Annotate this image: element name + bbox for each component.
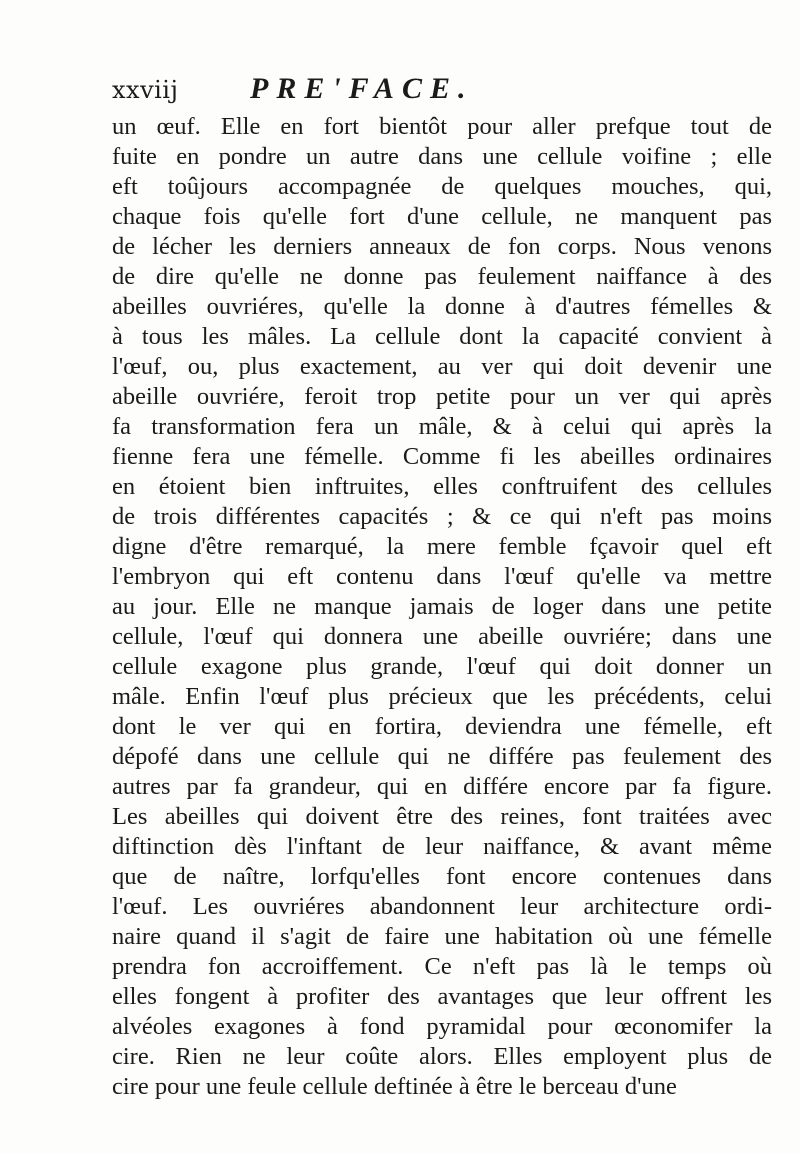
text-line: de lécher les derniers anneaux de fon corps. Nous venons xyxy=(112,233,772,260)
text-line: cire. Rien ne leur coûte alors. Elles employent plus de xyxy=(112,1043,772,1070)
text-line: fa transformation fera un mâle, & à celui qui après la xyxy=(112,413,772,440)
text-line: abeilles ouvriéres, qu'elle la donne à d'autres fémelles & xyxy=(112,293,772,320)
text-line: mâle. Enfin l'œuf plus précieux que les précédents, celui xyxy=(112,683,772,710)
text-line: cire pour une feule cellule deftinée à être le berceau d'une xyxy=(112,1073,677,1100)
text-line: abeille ouvriére, feroit trop petite pour un ver qui après xyxy=(112,383,772,410)
text-line: l'œuf. Les ouvriéres abandonnent leur architecture ordi- xyxy=(112,893,772,920)
text-line: de dire qu'elle ne donne pas feulement naiffance à des xyxy=(112,263,772,290)
text-line: dépofé dans une cellule qui ne différe pas feulement des xyxy=(112,743,772,770)
text-line: alvéoles exagones à fond pyramidal pour œconomifer la xyxy=(112,1013,772,1040)
text-line: au jour. Elle ne manque jamais de loger dans une petite xyxy=(112,593,772,620)
text-line: fienne fera une fémelle. Comme fi les abeilles ordinaires xyxy=(112,443,772,470)
text-line: naire quand il s'agit de faire une habitation où une fémelle xyxy=(112,923,772,950)
text-line: que de naître, lorfqu'elles font encore contenues dans xyxy=(112,863,772,890)
text-line: fuite en pondre un autre dans une cellule voifine ; elle xyxy=(112,143,772,170)
text-line: digne d'être remarqué, la mere femble fçavoir quel eft xyxy=(112,533,772,560)
text-line: de trois différentes capacités ; & ce qui n'eft pas moins xyxy=(112,503,772,530)
text-line: eft toûjours accompagnée de quelques mouches, qui, xyxy=(112,173,772,200)
text-line: dont le ver qui en fortira, deviendra une fémelle, eft xyxy=(112,713,772,740)
text-line: à tous les mâles. La cellule dont la capacité convient à xyxy=(112,323,772,350)
body-text xyxy=(112,112,772,1102)
text-line: cellule exagone plus grande, l'œuf qui doit donner un xyxy=(112,653,772,680)
text-line: autres par fa grandeur, qui en différe encore par fa figure. xyxy=(112,773,772,800)
page-number: xxviij xyxy=(112,76,179,104)
text-line: cellule, l'œuf qui donnera une abeille ouvriére; dans une xyxy=(112,623,772,650)
page-header xyxy=(112,72,772,112)
text-line: diftinction dès l'inftant de leur naiffance, & avant même xyxy=(112,833,772,860)
text-line: l'embryon qui eft contenu dans l'œuf qu'elle va mettre xyxy=(112,563,772,590)
text-line: un œuf. Elle en fort bientôt pour aller prefque tout de xyxy=(112,113,772,140)
text-line: l'œuf, ou, plus exactement, au ver qui doit devenir une xyxy=(112,353,772,380)
text-line: prendra fon accroiffement. Ce n'eft pas là le temps où xyxy=(112,953,772,980)
text-line: en étoient bien inftruites, elles conftruifent des cellules xyxy=(112,473,772,500)
text-line: elles fongent à profiter des avantages que leur offrent les xyxy=(112,983,772,1010)
text-line: Les abeilles qui doivent être des reines, font traitées avec xyxy=(112,803,772,830)
text-line: chaque fois qu'elle fort d'une cellule, ne manquent pas xyxy=(112,203,772,230)
running-head: PRE'FACE. xyxy=(250,72,474,105)
